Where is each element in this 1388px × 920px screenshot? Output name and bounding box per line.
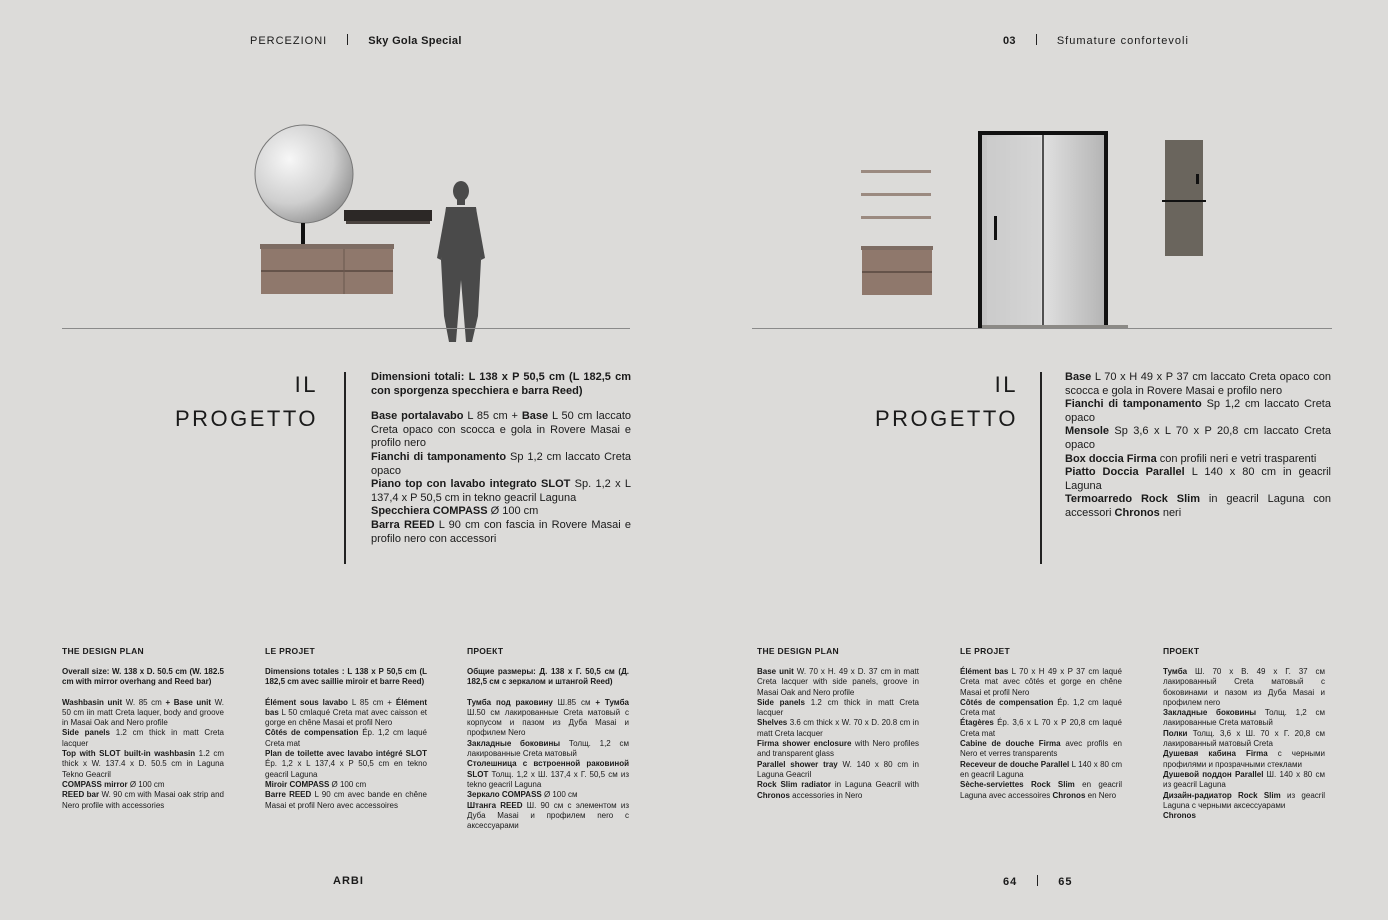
header-divider — [347, 34, 348, 45]
description-line: Box doccia Firma con profili neri e vetri trasparenti — [1065, 452, 1317, 465]
left-description — [371, 371, 631, 546]
col-ru-heading: ПРОЕКТ — [1163, 646, 1200, 656]
floor-line — [752, 328, 1332, 329]
col-intro: Overall size: W. 138 x D. 50.5 cm (W. 182.5 cm with mirror overhang and Reed bar) — [62, 667, 224, 687]
col-fr-heading: LE PROJET — [265, 646, 315, 656]
compass-mirror — [255, 125, 353, 246]
description-line: Termoarredo Rock Slim in geacril Laguna con accessori Chronos neri — [1065, 493, 1332, 519]
floor-line — [62, 328, 630, 329]
col-ru-heading: ПРОЕКТ — [467, 646, 504, 656]
base-unit — [861, 246, 933, 295]
col-ru-body: Тумба Ш. 70 х В. 49 х Г. 37 см лакированный Creta матовый с боковинами и пазом из Дуба Masai и профилем nero Закладные боковины Толщ. 1,2 см лакированные Creta матовый Полки Толщ. 3,6 х Ш. 70 х Г. 20,8 см лакированный матовый Creta Душевая кабина Firma с черными профилями и прозрачными стеклами Душевой поддон Parallel Ш. 140 х 80 см из geacril Laguna Дизайн-радиатор Rock Slim из geacril Laguna с черными аксессуарами Chronos — [1163, 667, 1325, 821]
person-silhouette — [437, 181, 485, 342]
col-intro: Общие размеры: Д. 138 х Г. 50,5 см (Д. 182,5 см с зеркалом и штангой Reed) — [467, 667, 629, 687]
description-line: Mensole Sp 3,6 x L 70 x P 20,8 cm laccato Creta opaco — [1065, 425, 1331, 451]
description-line: Base L 70 x H 49 x P 37 cm laccato Creta opaco con scocca e gola in Rovere Masai e profilo nero — [1065, 371, 1331, 397]
overall-dimensions: Dimensioni totali: L 138 x P 50,5 cm (L 182,5 cm con sporgenza specchiera e barra Reed) — [371, 371, 631, 397]
description-line: Piatto Doccia Parallel L 140 x 80 cm in geacril Laguna — [1065, 466, 1331, 492]
section-name: PERCEZIONI — [250, 35, 328, 47]
title-line-1: IL — [994, 372, 1018, 397]
col-en-heading: THE DESIGN PLAN — [757, 646, 839, 656]
col-en-body: Base unit W. 70 x H. 49 x D. 37 cm in matt Creta lacquer with side panels, groove in Masai Oak and Nero profile Side panels 1.2 cm thick in matt Creta lacquer Shelves 3.6 cm thick x W. 70 x D. 20.8 cm in matt Creta lacquer Firma shower enclosure with Nero profiles and transparent glass Parallel shower tray W. 140 x 80 cm in Laguna Geacril Rock Slim radiator in Laguna Geacril with Chronos accessories in Nero — [757, 667, 919, 800]
title-divider — [344, 372, 346, 564]
description-line: Fianchi di tamponamento Sp 1,2 cm laccato Creta opaco — [1065, 398, 1331, 424]
page-number-right: 65 — [1058, 876, 1073, 888]
chapter-title: Sfumature confortevoli — [1056, 35, 1189, 47]
col-en-body: Overall size: W. 138 x D. 50.5 cm (W. 182.5 cm with mirror overhang and Reed bar) Washbasin unit W. 85 cm + Base unit W. 50 cm iin matt Creta laquer, body and groove in Masai Oak and Nero profile Side panels 1.2 cm thick in matt Creta lacquer Top with SLOT built-in washbasin 1.2 cm thick x W. 137.4 x D. 50.5 cm in Laguna Tekno Geacril COMPASS mirror Ø 100 cm REED bar W. 90 cm with Masai oak strip and Nero profile with accessories — [62, 667, 224, 810]
title-divider — [1040, 372, 1042, 564]
footer-divider — [1037, 875, 1038, 886]
rock-slim-radiator — [1162, 140, 1206, 256]
right-bathroom-illustration — [694, 110, 1388, 350]
title-line-2: PROGETTO — [174, 406, 318, 431]
header-divider — [1036, 34, 1037, 45]
chapter-number: 03 — [1003, 35, 1016, 47]
brand-name: ARBI — [333, 875, 364, 887]
col-en-heading: THE DESIGN PLAN — [62, 646, 144, 656]
title-line-1: IL — [294, 372, 318, 397]
col-fr-heading: LE PROJET — [960, 646, 1010, 656]
left-section-title — [118, 368, 318, 436]
col-ru-body: Общие размеры: Д. 138 х Г. 50,5 см (Д. 182,5 см с зеркалом и штангой Reed) Тумба под раковину Ш.85 см + Тумба Ш.50 см лакированные Creta матовый с корпусом и пазом из Дуба Masai и профилем Nero Закладные боковины Толщ. 1,2 см лакированные Creta матовый Столешница с встроенной раковиной SLOT Толщ. 1,2 х Ш. 137,4 х Г. 50,5 см из tekno geacril Laguna Зеркало COMPASS Ø 100 см Штанга REED Ш. 90 см с элементом из Дуба Masai и профилем nero с аксессуарами — [467, 667, 630, 831]
page-numbers — [1003, 875, 1073, 888]
col-fr-body: Élément bas L 70 x H 49 x P 37 cm laqué Creta mat avec côtés et gorge en chêne Masai et profil Nero Côtés de compensation Ép. 1,2 cm laqué Creta mat Étagères Ép. 3,6 x L 70 x P 20,8 cm laqué Creta mat Cabine de douche Firma avec profils en Nero et verres transparents Receveur de douche Parallel L 140 x 80 cm en geacril Laguna Sèche-serviettes Rock Slim en geacril Laguna avec accessoires Chronos en Nero — [960, 667, 1122, 800]
col-intro: Dimensions totales : L 138 x P 50,5 cm (L 182,5 cm avec saillie miroir et barre Reed) — [265, 667, 427, 687]
header-right — [1003, 34, 1189, 47]
left-bathroom-illustration — [0, 110, 694, 350]
right-description — [1065, 371, 1331, 521]
col-fr-body: Dimensions totales : L 138 x P 50,5 cm (L 182,5 cm avec saillie miroir et barre Reed) Élément sous lavabo L 85 cm + Élément bas L 50 cmlaqué Creta mat avec caisson et gorge en chêne Masai et profil Nero Côtés de compensation Ép. 1,2 cm laqué Creta mat Plan de toilette avec lavabo intégré SLOT Ép. 1,2 x L 137,4 x P 50,5 cm en tekno geacril Laguna Miroir COMPASS Ø 100 cm Barre REED L 90 cm avec bande en chêne Masai et profil Nero avec accessoires — [265, 667, 427, 810]
description-line: Fianchi di tamponamento Sp 1,2 cm laccato Creta opaco — [371, 450, 631, 477]
collection-title: Sky Gola Special — [368, 35, 462, 47]
header-left — [250, 34, 462, 47]
reed-bar — [344, 210, 432, 224]
description-line: Piano top con lavabo integrato SLOT Sp. 1,2 x L 137,4 x P 50,5 cm in tekno geacril Laguna — [371, 478, 631, 504]
description-line: Specchiera COMPASS Ø 100 cm — [371, 505, 539, 518]
firma-shower-enclosure — [980, 133, 1128, 329]
page-number-left: 64 — [1003, 876, 1018, 888]
description-line: Barra REED L 90 cm con fascia in Rovere Masai e profilo nero con accessori — [371, 518, 631, 545]
description-paragraph: Base portalavabo L 85 cm + Base L 50 cm laccato Creta opaco con scocca e gola in Rovere Masai e profilo nero — [371, 410, 632, 450]
right-section-title — [818, 368, 1018, 436]
shelves — [861, 170, 931, 219]
title-line-2: PROGETTO — [874, 406, 1018, 431]
washbasin-unit — [260, 244, 394, 294]
